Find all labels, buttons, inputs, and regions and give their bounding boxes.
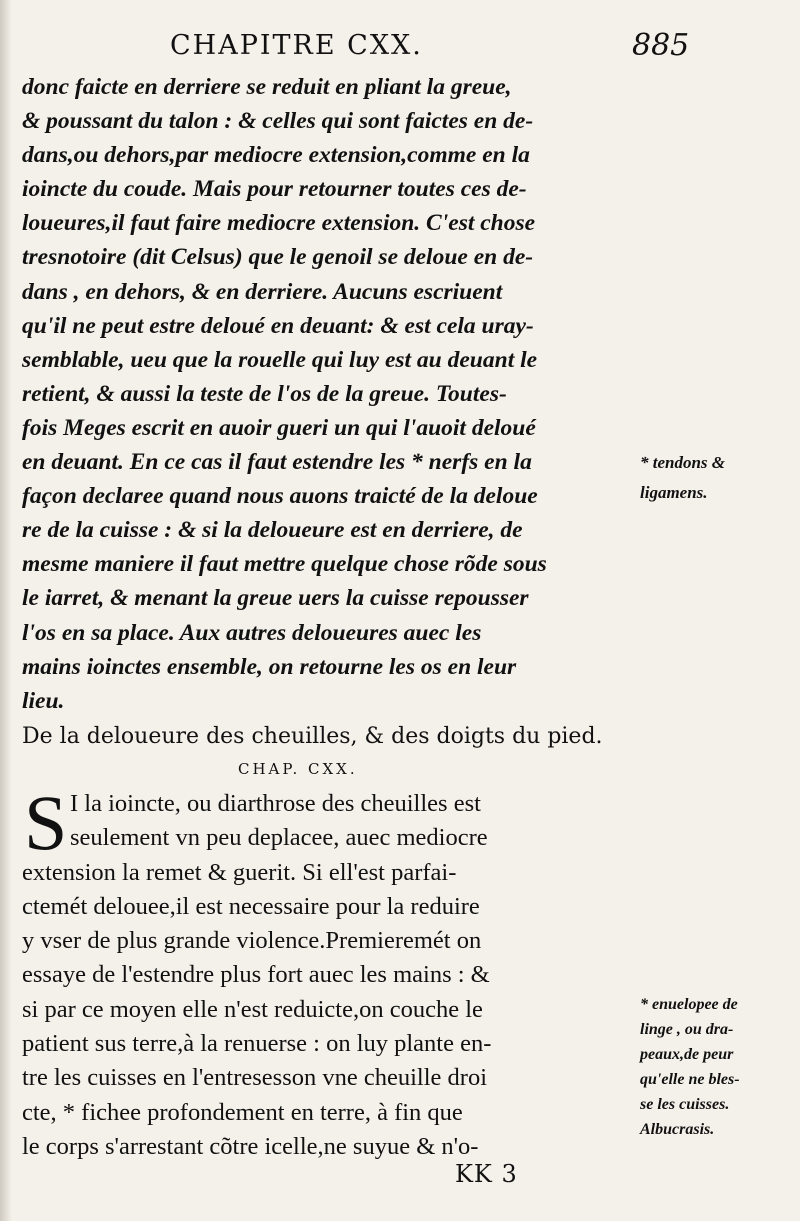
page-edge-shadow	[0, 0, 12, 1221]
text-line: I la ioincte, ou diarthrose des cheuilles est	[70, 790, 481, 817]
margin-note	[640, 992, 790, 1142]
text-line: le corps s'arrestant cõtre icelle,ne suyue & n'o-	[22, 1132, 479, 1160]
text-line: ctemét delouee,il est necessaire pour la reduire	[22, 892, 480, 920]
text-line: seulement vn peu deplacee, auec mediocre	[70, 824, 488, 852]
margin-note	[640, 448, 790, 508]
text-line: façon declaree quand nous auons traicté de la deloue	[22, 483, 538, 510]
margin-note-line: * tendons &	[640, 453, 726, 472]
margin-note-line: * enuelopee de	[640, 996, 738, 1013]
margin-note-line: linge , ou dra-	[640, 1021, 734, 1038]
text-line: tresnotoire (dit Celsus) que le genoil se deloue en de-	[22, 244, 534, 271]
text-line: re de la cuisse : & si la deloueure est en derriere, de	[22, 517, 523, 544]
text-line: dans,ou dehors,par mediocre extension,comme en la	[22, 142, 530, 169]
text-line: lieu.	[22, 687, 65, 714]
signature-mark: KK 3	[455, 1160, 518, 1188]
text-line: retient, & aussi la teste de l'os de la greue. Toutes-	[22, 380, 507, 407]
text-line: en deuant. En ce cas il faut estendre les * nerfs en la	[22, 449, 532, 476]
text-line: donc faicte en derriere se reduit en pliant la greue,	[22, 74, 512, 100]
text-line: le iarret, & menant la greue uers la cuisse repousser	[22, 585, 529, 612]
text-line: si par ce moyen elle n'est reduicte,on couche le	[22, 995, 483, 1023]
section-heading: De la deloueure des cheuilles, & des doigts du pied.	[22, 724, 603, 749]
running-title: CHAPITRE CXX.	[170, 30, 423, 61]
text-line: qu'il ne peut estre deloué en deuant: & est cela uray-	[22, 312, 534, 339]
text-line: semblable, ueu que la rouelle qui luy est au deuant le	[22, 346, 538, 373]
text-line: mains ioinctes ensemble, on retourne les os en leur	[22, 653, 517, 680]
text-line: essaye de l'estendre plus fort auec les mains : &	[22, 961, 490, 989]
margin-note-line: peaux,de peur	[640, 1046, 734, 1063]
text-line: dans , en dehors, & en derriere. Aucuns escriuent	[22, 278, 503, 305]
roman-paragraph	[22, 787, 634, 1164]
page-number: 885	[632, 28, 690, 63]
chapter-label: CHAP. CXX.	[238, 760, 358, 778]
text-line: cte, * fichee profondement en terre, à fin que	[22, 1098, 463, 1126]
text-line: l'os en sa place. Aux autres deloueures auec les	[22, 619, 482, 646]
margin-note-line: ligamens.	[640, 483, 708, 502]
text-line: & poussant du talon : & celles qui sont faictes en de-	[22, 108, 534, 135]
margin-note-line: Albucrasis.	[640, 1121, 715, 1138]
text-line: tre les cuisses en l'entresesson vne cheuille droi	[22, 1064, 488, 1092]
margin-note-line: qu'elle ne bles-	[640, 1071, 740, 1088]
drop-cap: S	[24, 779, 68, 866]
text-line: mesme maniere il faut mettre quelque chose rõde sous	[22, 551, 547, 578]
text-line: fois Meges escrit en auoir gueri un qui l'auoit deloué	[22, 414, 536, 441]
margin-note-line: se les cuisses.	[640, 1096, 730, 1113]
text-line: y vser de plus grande violence.Premieremét on	[22, 927, 482, 955]
text-line: patient sus terre,à la renuerse : on luy plante en-	[22, 1030, 492, 1058]
text-line: loueures,il faut faire mediocre extension. C'est chose	[22, 210, 536, 237]
italic-paragraph	[22, 70, 632, 718]
text-line: extension la remet & guerit. Si ell'est parfai-	[22, 858, 457, 886]
text-line: ioincte du coude. Mais pour retourner toutes ces de-	[22, 176, 527, 203]
